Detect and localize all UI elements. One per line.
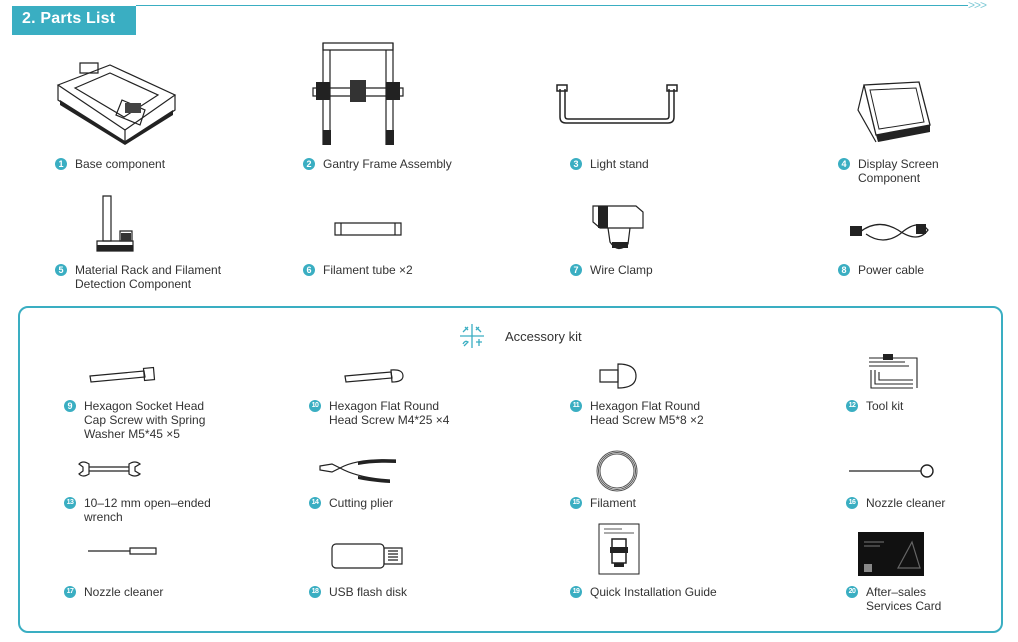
part-label: Hexagon Flat Round Head Screw M4*25 ×4 <box>329 399 450 427</box>
quick-guide-image <box>598 523 640 575</box>
part-label: Material Rack and Filament Detection Component <box>75 263 222 291</box>
hex-socket-screw-image <box>88 368 158 388</box>
part-number-badge: 12 <box>846 400 858 412</box>
part-number-badge: 14 <box>309 497 321 509</box>
part-label: Nozzle cleaner <box>866 496 946 510</box>
part-label: Hexagon Flat Round Head Screw M5*8 ×2 <box>590 399 704 427</box>
part-number-badge: 9 <box>64 400 76 412</box>
chevrons-icon: >>> <box>968 0 987 12</box>
part-label: Base component <box>75 157 166 171</box>
part-label: Power cable <box>858 263 925 277</box>
flat-round-screw-m4-image <box>343 368 405 386</box>
part-number-badge: 17 <box>64 586 76 598</box>
base-component-image <box>50 55 180 145</box>
header-rule <box>136 5 968 6</box>
header-underline <box>12 34 136 35</box>
part-number-badge: 5 <box>55 264 67 276</box>
after-sales-card-image <box>858 532 924 576</box>
tool-kit-image <box>865 352 920 392</box>
part-label: Filament <box>590 496 637 510</box>
part-label: Hexagon Socket Head Cap Screw with Spring Washer M5*45 ×5 <box>84 399 206 441</box>
nozzle-cleaner-needle-image <box>847 462 935 480</box>
part-number-badge: 13 <box>64 497 76 509</box>
light-stand-image <box>552 83 682 128</box>
gantry-frame-image <box>308 40 408 150</box>
wire-clamp-image <box>588 198 648 260</box>
filament-image <box>594 448 640 494</box>
part-number-badge: 2 <box>303 158 315 170</box>
part-label: Gantry Frame Assembly <box>323 157 452 171</box>
section-header <box>12 6 136 34</box>
part-number-badge: 10 <box>309 400 321 412</box>
nozzle-cleaner-bar-image <box>86 544 158 558</box>
part-number-badge: 4 <box>838 158 850 170</box>
material-rack-image <box>95 193 140 258</box>
part-number-badge: 15 <box>570 497 582 509</box>
part-number-badge: 7 <box>570 264 582 276</box>
part-label: Tool kit <box>866 399 904 413</box>
part-number-badge: 18 <box>309 586 321 598</box>
part-label: Filament tube ×2 <box>323 263 413 277</box>
part-label: Nozzle cleaner <box>84 585 164 599</box>
part-number-badge: 19 <box>570 586 582 598</box>
accessory-kit-title: Accessory kit <box>505 329 582 344</box>
part-number-badge: 16 <box>846 497 858 509</box>
display-screen-image <box>854 80 934 145</box>
part-number-badge: 8 <box>838 264 850 276</box>
part-label: Display Screen Component <box>858 157 939 185</box>
part-label: Cutting plier <box>329 496 394 510</box>
part-label: Quick Installation Guide <box>590 585 717 599</box>
part-label: USB flash disk <box>329 585 408 599</box>
cutting-plier-image <box>318 456 400 486</box>
part-label: Light stand <box>590 157 649 171</box>
part-number-badge: 6 <box>303 264 315 276</box>
flat-round-screw-m5-image <box>598 362 638 390</box>
part-label: Wire Clamp <box>590 263 653 277</box>
section-title: 2. Parts List <box>22 10 116 27</box>
usb-flash-disk-image <box>330 540 406 572</box>
part-label: 10–12 mm open–ended wrench <box>84 496 211 524</box>
part-number-badge: 20 <box>846 586 858 598</box>
toolkit-icon <box>458 322 486 350</box>
part-number-badge: 3 <box>570 158 582 170</box>
part-number-badge: 11 <box>570 400 582 412</box>
wrench-image <box>77 458 142 480</box>
power-cable-image <box>848 216 933 248</box>
part-label: After–sales Services Card <box>866 585 942 613</box>
part-number-badge: 1 <box>55 158 67 170</box>
filament-tube-image <box>333 219 403 239</box>
